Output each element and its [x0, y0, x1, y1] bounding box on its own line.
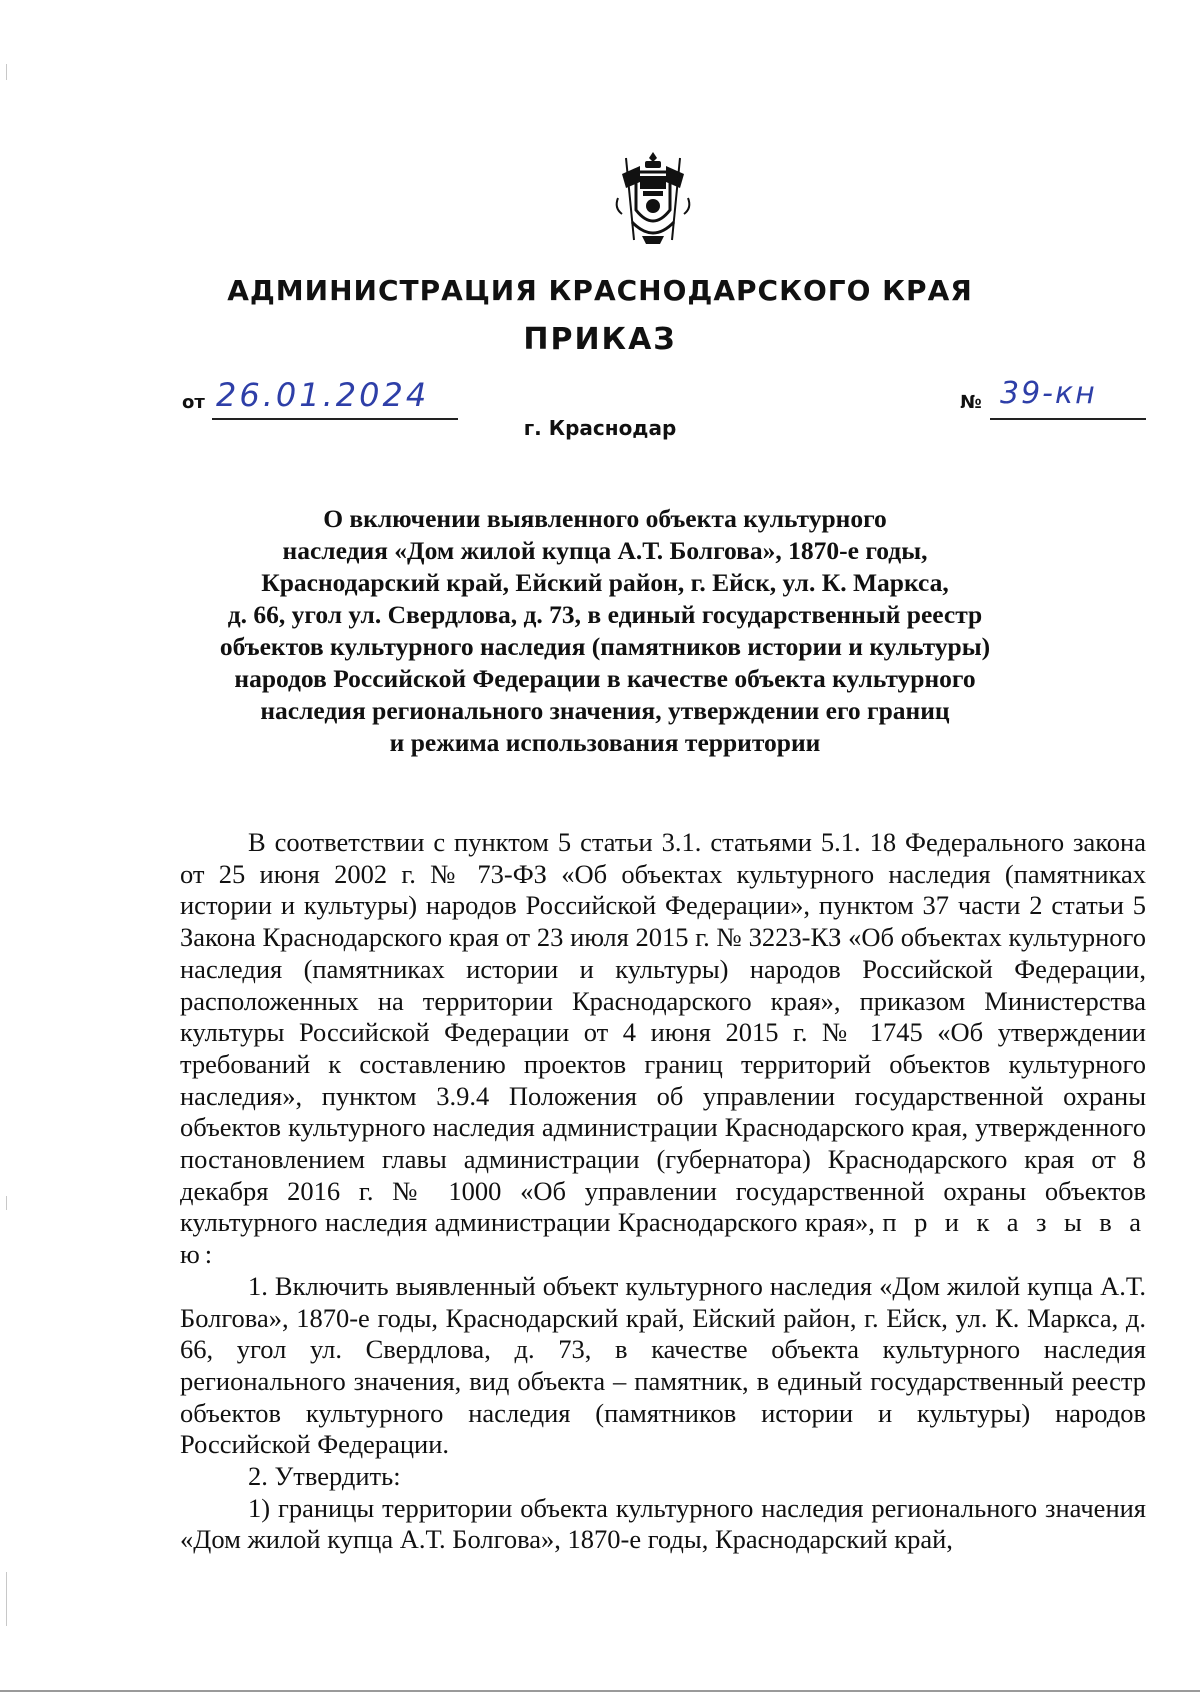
city: г. Краснодар: [523, 416, 677, 440]
scan-margin-mark: [6, 1196, 7, 1210]
document-type: ПРИКАЗ: [523, 322, 677, 357]
title-line: О включении выявленного объекта культурного: [323, 504, 887, 533]
scan-bottom-edge: [0, 1690, 1200, 1692]
krasnodar-krai-coat-of-arms-icon: [612, 148, 694, 248]
scan-margin-mark: [6, 64, 7, 80]
preamble-paragraph: [180, 827, 1146, 1271]
document-body: [180, 827, 1146, 1556]
title-line: и режима использования территории: [389, 728, 821, 757]
item-2-1-paragraph: 1) границы территории объекта культурного наследия регионального значения «Дом жилой купца А.Т. Болгова», 1870-е годы, Краснодарский край,: [180, 1492, 1146, 1555]
number-handwritten: 39-кн: [1000, 376, 1097, 411]
item-2-paragraph: 2. Утвердить:: [248, 1461, 401, 1492]
document-title: [210, 503, 1000, 759]
title-line: народов Российской Федерации в качестве объекта культурного: [234, 664, 976, 693]
date-prefix: от: [182, 392, 205, 413]
item-1-paragraph: 1. Включить выявленный объект культурного наследия «Дом жилой купца А.Т. Болгова», 1870-е годы, Краснодарский край, Ейский район, г. Ейск, ул. К. Маркса, д. 66, угол ул. Свердлова, д. 73, в качестве объекта культурного наследия регионального значения, вид объекта – памятник, в единый государственный реестр объектов культурного наследия (памятников истории и культуры) народов Российской Федерации.: [180, 1270, 1146, 1460]
scan-margin-mark: [6, 1572, 7, 1626]
order-word: п р и к а з ы в а ю:: [180, 1207, 1146, 1270]
title-line: д. 66, угол ул. Свердлова, д. 73, в единый государственный реестр: [227, 600, 983, 629]
issuing-authority: АДМИНИСТРАЦИЯ КРАСНОДАРСКОГО КРАЯ: [227, 274, 973, 307]
title-line: наследия «Дом жилой купца А.Т. Болгова», 1870-е годы,: [282, 536, 928, 565]
title-line: объектов культурного наследия (памятников истории и культуры): [219, 632, 991, 661]
title-line: наследия регионального значения, утверждении его границ: [260, 696, 950, 725]
date-handwritten: 26.01.2024: [216, 376, 430, 414]
number-prefix: №: [960, 392, 982, 413]
preamble-text: В соответствии с пунктом 5 статьи 3.1. статьями 5.1. 18 Федерального закона от 25 июня 2002 г. № 73-ФЗ «Об объектах культурного наследия (памятниках истории и культуры) народов Российской Федерации», пунктом 37 части 2 статьи 5 Закона Краснодарского края от 23 июля 2015 г. № 3223-КЗ «Об объектах культурного наследия (памятниках истории и культуры) народов Российской Федерации, расположенных на территории Краснодарского края», приказом Министерства культуры Российской Федерации от 4 июня 2015 г. № 1745 «Об утверждении требований к составлению проектов границ территорий объектов культурного наследия», пунктом 3.9.4 Положения об управлении государственной охраны объектов культурного наследия администрации Краснодарского края, утвержденного постановлением главы администрации (губернатора) Краснодарского края от 8 декабря 2016 г. № 1000 «Об управлении государственной охраны объектов культурного наследия администрации Краснодарского края»,: [180, 827, 1146, 1238]
title-line: Краснодарский край, Ейский район, г. Ейск, ул. К. Маркса,: [261, 568, 949, 597]
